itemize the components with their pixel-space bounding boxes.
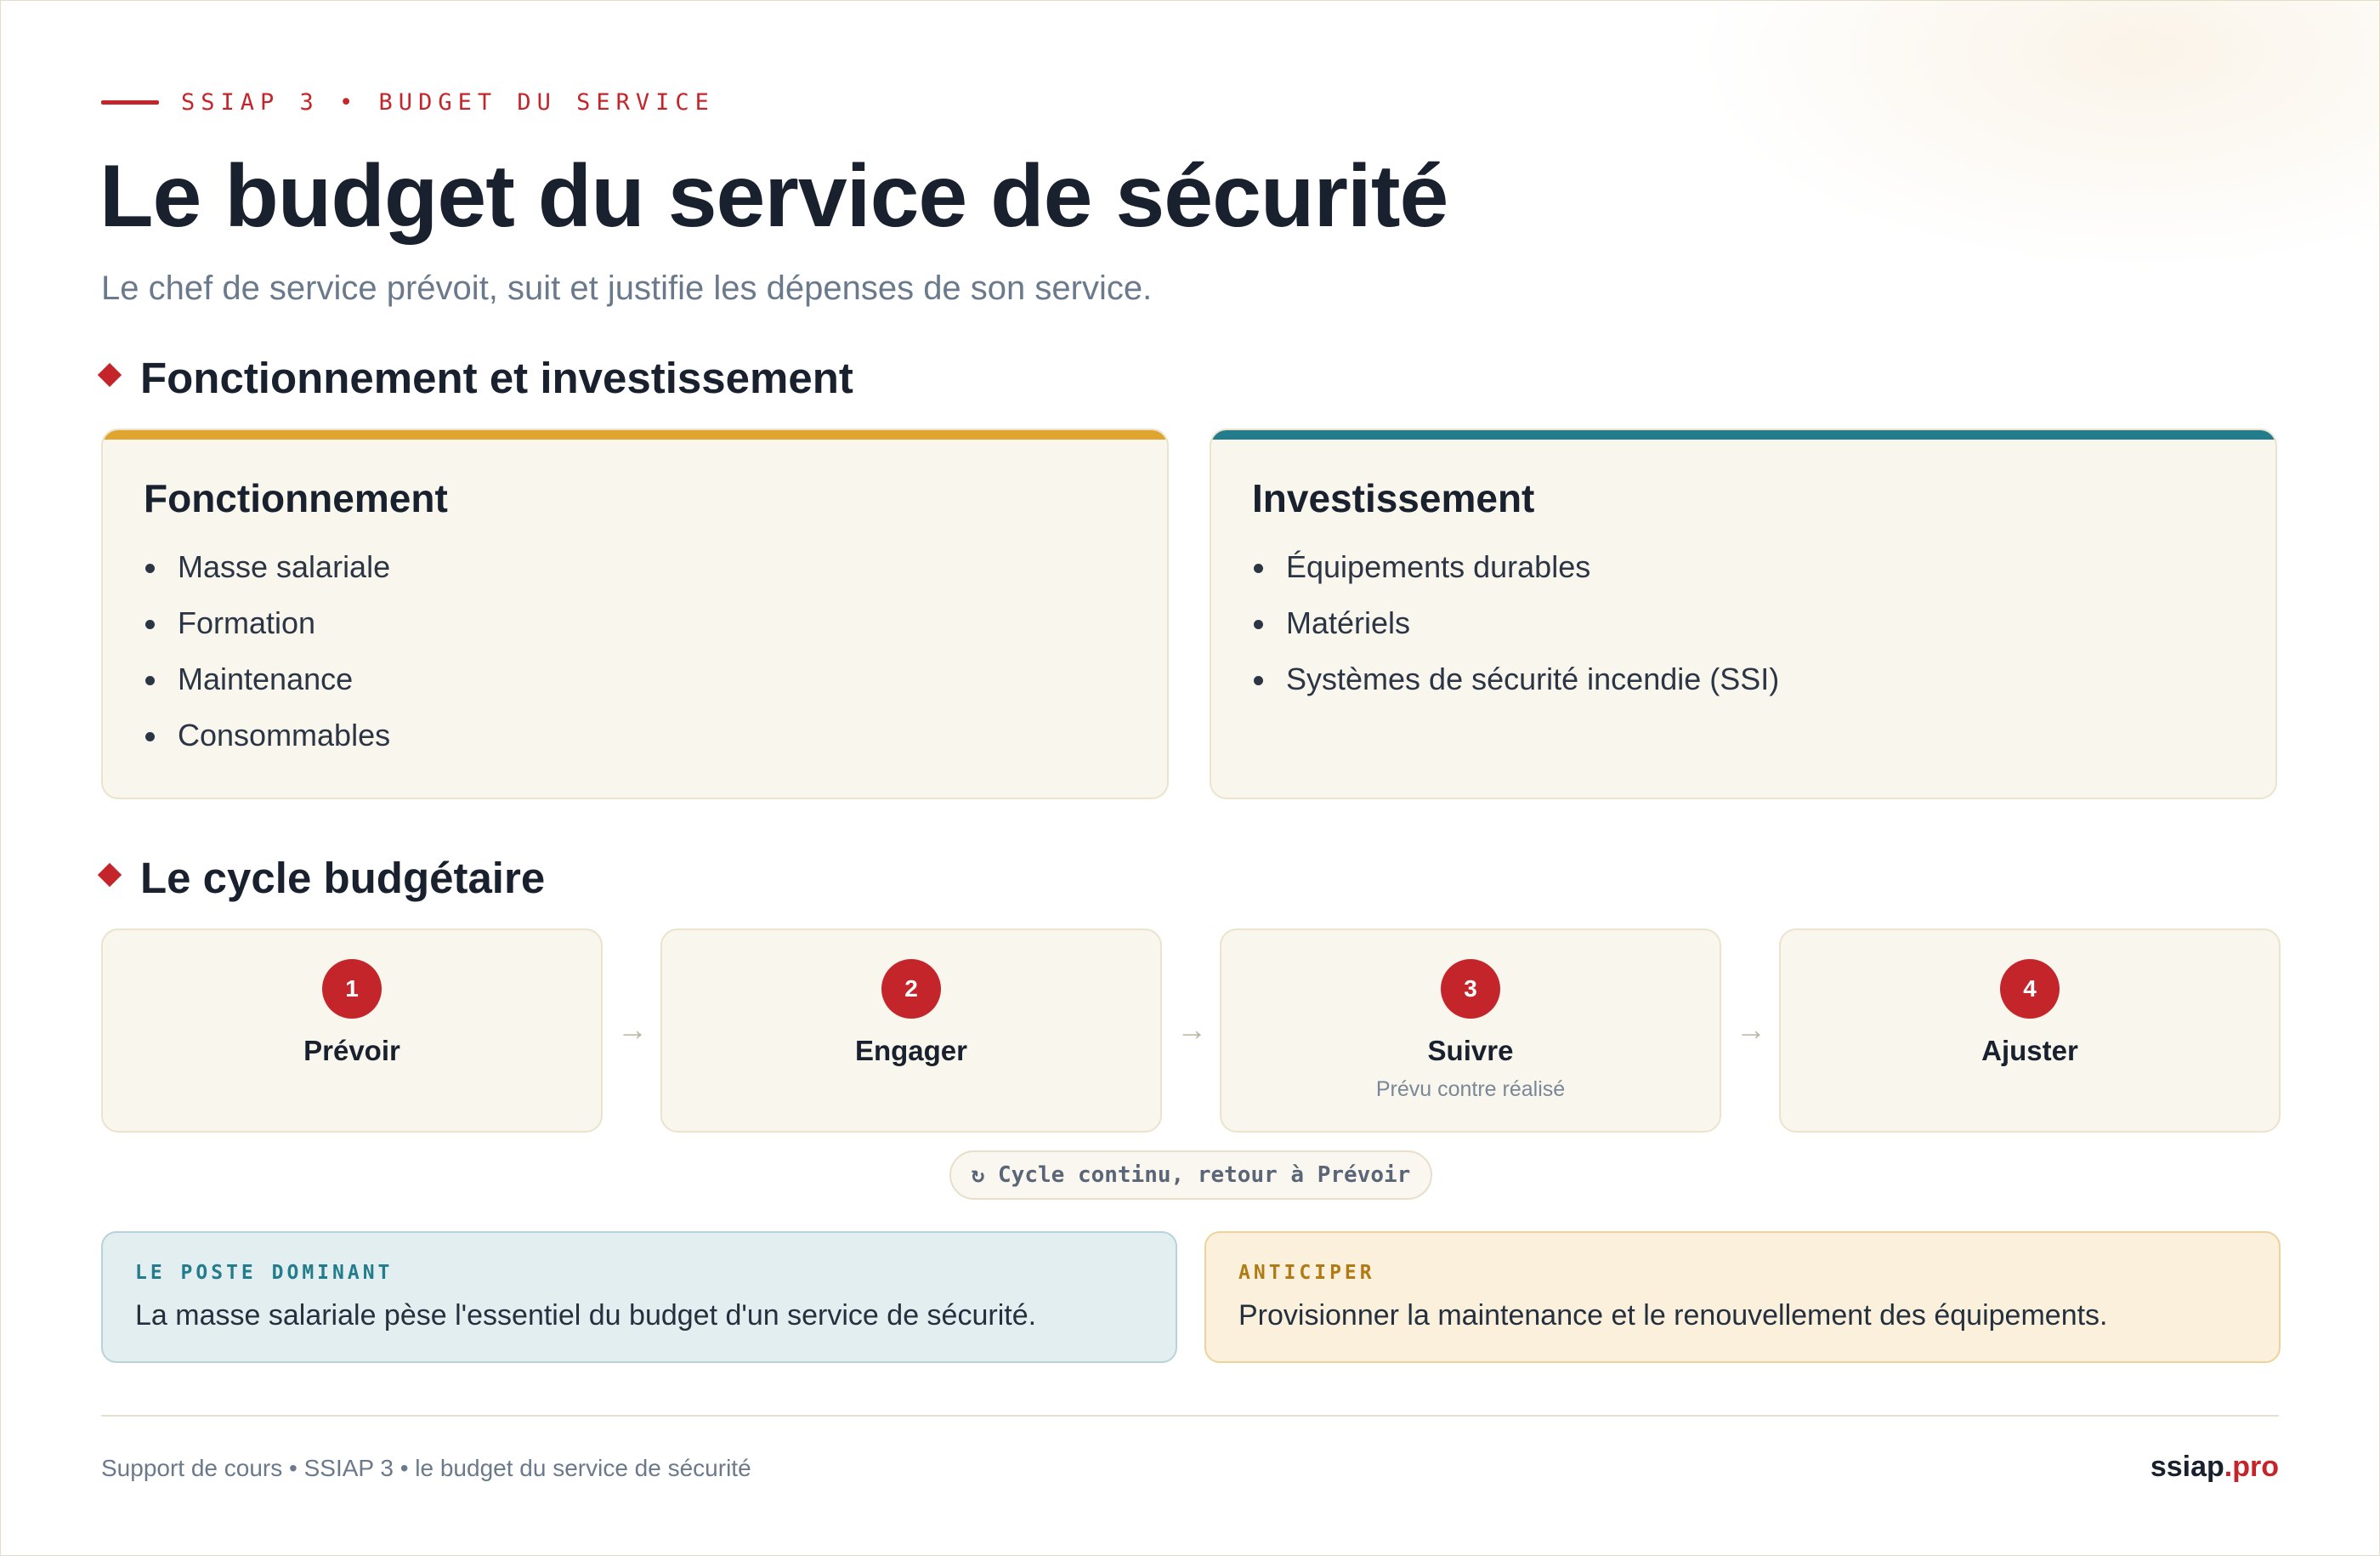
card-investissement bbox=[1210, 429, 2277, 799]
cycle-step-prevoir bbox=[101, 928, 603, 1133]
callout-anticiper bbox=[1204, 1231, 2281, 1363]
step-label: Engager bbox=[854, 1035, 968, 1066]
brand-logo bbox=[2150, 1448, 2279, 1485]
section-heading-text: Fonctionnement et investissement bbox=[140, 354, 853, 402]
bullet-icon bbox=[145, 564, 155, 573]
step-label: Ajuster bbox=[1981, 1035, 2078, 1066]
step-number-badge: 3 bbox=[1441, 959, 1500, 1019]
callout-tag: ANTICIPER bbox=[1238, 1262, 1375, 1284]
kicker-text: SSIAP 3 • BUDGET DU SERVICE bbox=[181, 89, 715, 116]
brand-name: ssiap bbox=[2150, 1451, 2224, 1483]
bullet-icon bbox=[1254, 564, 1263, 573]
cycle-step-suivre bbox=[1220, 928, 1721, 1133]
list-item bbox=[144, 539, 390, 595]
bullet-icon bbox=[1254, 676, 1263, 685]
list-item bbox=[144, 595, 390, 651]
step-number-badge: 2 bbox=[881, 959, 941, 1019]
bullet-icon bbox=[145, 676, 155, 685]
page-title: Le budget du service de sécurité bbox=[99, 147, 1448, 246]
footer-caption: Support de cours • SSIAP 3 • le budget du service de sécurité bbox=[101, 1455, 751, 1481]
kicker bbox=[101, 89, 715, 116]
step-number-badge: 1 bbox=[322, 959, 382, 1019]
list-item bbox=[1252, 539, 1779, 595]
card-accent-bar bbox=[103, 430, 1167, 440]
cycle-step-engager bbox=[660, 928, 1162, 1133]
list-item-text: Équipements durables bbox=[1286, 549, 1591, 584]
cycle-continu-pill: ↻ Cycle continu, retour à Prévoir bbox=[949, 1150, 1432, 1200]
cycle-step-ajuster bbox=[1779, 928, 2281, 1133]
card-title: Investissement bbox=[1252, 476, 1535, 520]
arrow-right-icon: → bbox=[1176, 1012, 1207, 1047]
card-accent-bar bbox=[1211, 430, 2275, 440]
arrow-right-icon: → bbox=[1736, 1012, 1766, 1047]
card-title: Fonctionnement bbox=[144, 476, 448, 520]
list-item bbox=[144, 651, 390, 707]
callout-text: Provisionner la maintenance et le renouvellement des équipements. bbox=[1238, 1299, 2108, 1332]
list-item-text: Consommables bbox=[178, 718, 391, 752]
section-heading-fonctionnement-investissement bbox=[101, 349, 853, 407]
list-item-text: Systèmes de sécurité incendie (SSI) bbox=[1286, 662, 1780, 696]
bullet-icon bbox=[1254, 620, 1263, 629]
page-subtitle: Le chef de service prévoit, suit et justifie les dépenses de son service. bbox=[101, 270, 1153, 307]
section-heading-cycle-budgetaire bbox=[101, 849, 545, 907]
bullet-icon bbox=[145, 620, 155, 629]
list-item bbox=[1252, 595, 1779, 651]
section-heading-text: Le cycle budgétaire bbox=[140, 854, 546, 902]
callout-tag: LE POSTE DOMINANT bbox=[135, 1262, 394, 1284]
bullet-icon bbox=[145, 732, 155, 741]
diamond-bullet-icon bbox=[98, 363, 122, 387]
step-label: Suivre bbox=[1427, 1035, 1514, 1066]
list-item-text: Formation bbox=[178, 605, 316, 640]
kicker-rule bbox=[101, 100, 159, 105]
step-sublabel: Prévu contre réalisé bbox=[1375, 1077, 1566, 1101]
card-fonctionnement bbox=[101, 429, 1169, 799]
footer-divider bbox=[101, 1415, 2279, 1417]
list-item bbox=[1252, 651, 1779, 707]
list-item-text: Masse salariale bbox=[178, 549, 391, 584]
step-number-badge: 4 bbox=[2000, 959, 2060, 1019]
diamond-bullet-icon bbox=[98, 863, 122, 887]
arrow-right-icon: → bbox=[617, 1012, 648, 1047]
brand-tld: .pro bbox=[2224, 1451, 2279, 1483]
list-item-text: Maintenance bbox=[178, 662, 354, 696]
callout-text: La masse salariale pèse l'essentiel du budget d'un service de sécurité. bbox=[135, 1299, 1037, 1332]
card-list bbox=[1252, 539, 1779, 707]
step-label: Prévoir bbox=[303, 1035, 400, 1066]
list-item bbox=[144, 707, 390, 764]
card-list bbox=[144, 539, 390, 764]
list-item-text: Matériels bbox=[1286, 605, 1411, 640]
callout-poste-dominant bbox=[101, 1231, 1177, 1363]
